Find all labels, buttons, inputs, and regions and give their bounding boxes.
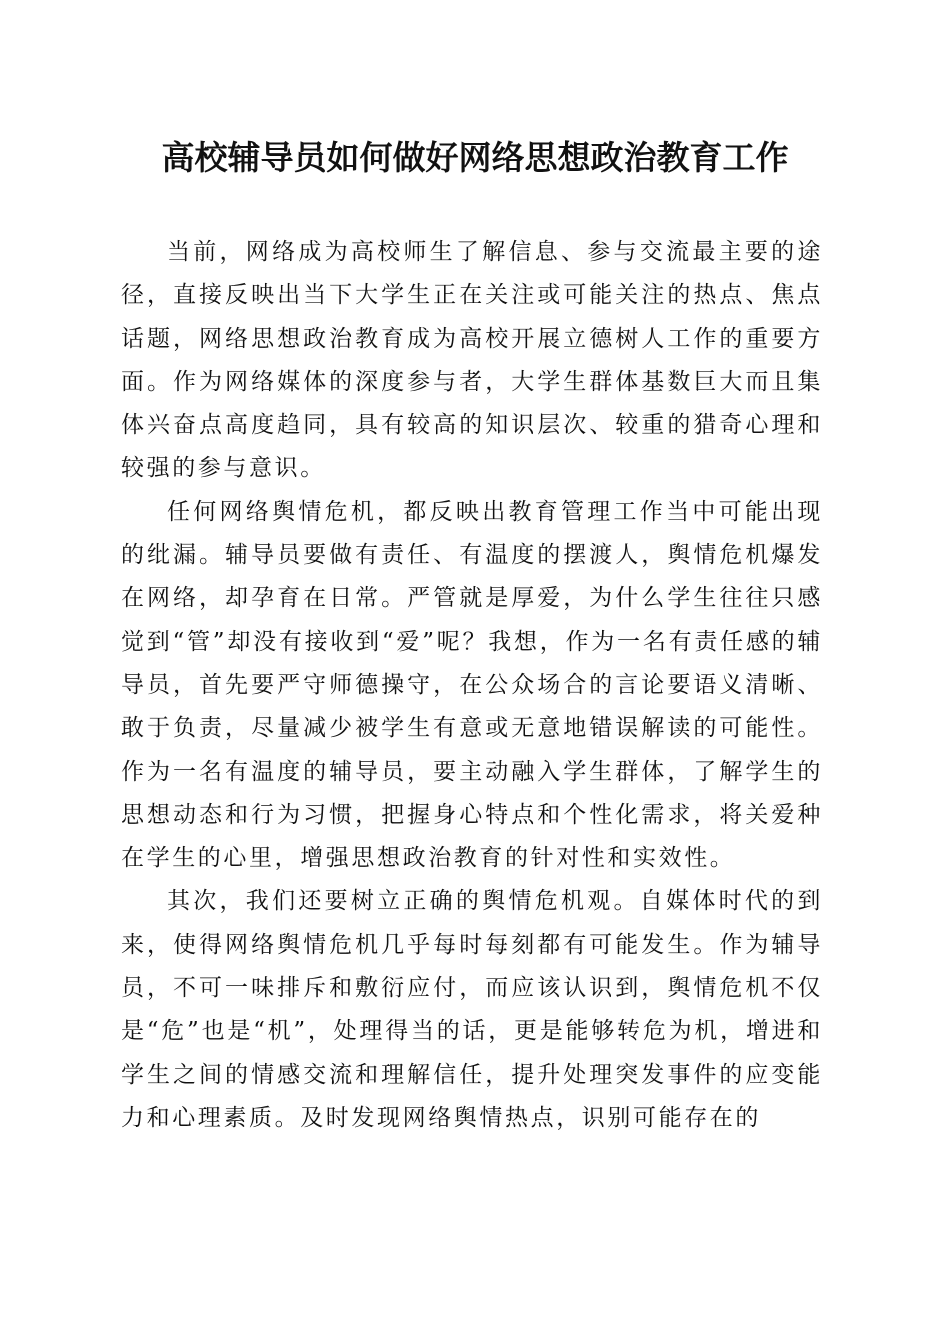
paragraph-2: 任何网络舆情危机，都反映出教育管理工作当中可能出现的纰漏。辅导员要做有责任、有温度的摆渡人，舆情危机爆发在网络，却孕育在日常。严管就是厚爱，为什么学生往往只感觉到“管”却没有接收到“爱”呢？我想，作为一名有责任感的辅导员，首先要严守师德操守，在公众场合的言论要语义清晰、敢于负责，尽量减少被学生有意或无意地错误解读的可能性。作为一名有温度的辅导员，要主动融入学生群体，了解学生的思想动态和行为习惯，把握身心特点和个性化需求，将关爱种在学生的心里，增强思想政治教育的针对性和实效性。 bbox=[121, 498, 823, 872]
document-body bbox=[121, 231, 823, 1140]
document-title: 高校辅导员如何做好网络思想政治教育工作 bbox=[161, 138, 789, 177]
paragraph-3: 其次，我们还要树立正确的舆情危机观。自媒体时代的到来，使得网络舆情危机几乎每时每刻都有可能发生。作为辅导员，不可一味排斥和敷衍应付，而应该认识到，舆情危机不仅是“危”也是“机”，处理得当的话，更是能够转危为机，增进和学生之间的情感交流和理解信任，提升处理突发事件的应变能力和心理素质。及时发现网络舆情热点，识别可能存在的 bbox=[121, 888, 823, 1131]
paragraph-1: 当前，网络成为高校师生了解信息、参与交流最主要的途径，直接反映出当下大学生正在关注或可能关注的热点、焦点话题，网络思想政治教育成为高校开展立德树人工作的重要方面。作为网络媒体的深度参与者，大学生群体基数巨大而且集体兴奋点高度趋同，具有较高的知识层次、较重的猎奇心理和较强的参与意识。 bbox=[121, 239, 823, 482]
